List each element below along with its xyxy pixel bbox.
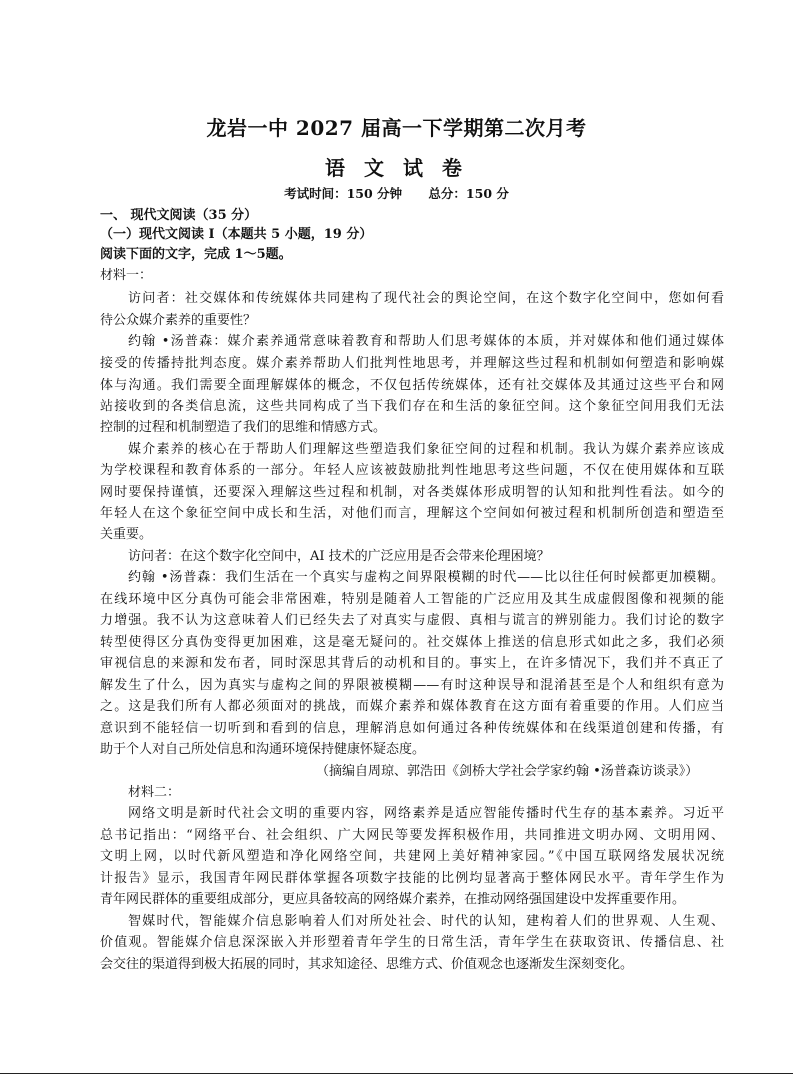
paragraph-line: 控制的过程和机制塑造了我们的思维和情感方式。 [100, 420, 387, 435]
paragraph-line: 年轻人在这个象征空间中成长和生活，对他们而言，理解这个空间如何被过程和机制所创造和塑造至 [100, 506, 724, 521]
exam-title: 龙岩一中 2027 届高一下学期第二次月考 [206, 116, 587, 140]
paragraph-line: 约翰 •汤普森：我们生活在一个真实与虚构之间界限模糊的时代——比以往任何时候都更加模糊。 [128, 570, 724, 585]
paragraph-line: 总书记指出：“网络平台、社会组织、广大网民等要发挥积极作用，共同推进文明办网、文明用网、 [100, 828, 724, 843]
source-citation: （摘编自周琼、郭浩田《剑桥大学社会学家约翰 •汤普森访谈录》） [316, 764, 699, 779]
paragraph-line: 体与沟通。我们需要全面理解媒体的概念，不仅包括传统媒体，还有社交媒体及其通过这些平台和网 [100, 378, 724, 393]
reading-instruction: 阅读下面的文字，完成 1～5题。 [100, 247, 292, 262]
page-bottom-rule [0, 1073, 793, 1074]
paragraph-line: 媒介素养的核心在于帮助人们理解这些塑造我们象征空间的过程和机制。我认为媒介素养应该成 [128, 442, 724, 457]
paragraph-line: 约翰 •汤普森：媒介素养通常意味着教育和帮助人们思考媒体的本质，并对媒体和他们通过媒体 [128, 334, 724, 349]
paragraph-line: 转型使得区分真伪变得更加困难，这是毫无疑问的。社交媒体上推送的信息形式如此之多，我们必须 [100, 635, 724, 650]
paragraph-line: 站接收到的各类信息流，这些共同构成了当下我们存在和生活的象征空间。这个象征空间用我们无法 [100, 399, 724, 414]
paragraph-line: 价值观。智能媒介信息深深嵌入并形塑着青年学生的日常生活，青年学生在获取资讯、传播信息、社 [100, 935, 724, 950]
paragraph-line: 网时要保持谨慎，还要深入理解这些过程和机制，对各类媒体形成明智的认知和批判性看法。如今的 [100, 485, 724, 500]
paragraph-line: 助于个人对自己所处信息和沟通环境保持健康怀疑态度。 [100, 742, 426, 757]
paragraph-line: 会交往的渠道得到极大拓展的同时，其求知途径、思维方式、价值观念也逐渐发生深刻变化。 [100, 957, 634, 972]
paragraph-line: 接受的传播持批判态度。媒介素养帮助人们批判性地思考，并理解这些过程和机制如何塑造和影响媒 [100, 356, 724, 371]
paragraph-line: 解发生了什么，因为真实与虚构之间的界限被模糊——有时这种误导和混淆甚至是个人和组织有意为 [100, 678, 724, 693]
material-1-label: 材料一： [100, 268, 153, 283]
paragraph-line: 青年网民群体的重要组成部分，更应具备较高的网络媒介素养，在推动网络强国建设中发挥重要作用。 [100, 892, 686, 907]
paragraph-line: 力增强。我不认为这意味着人们已经失去了对真实与虚假、真相与谎言的辨别能力。我们讨论的数字 [100, 613, 724, 628]
paragraph-line: 访问者：在这个数字化空间中，AI 技术的广泛应用是否会带来伦理困境？ [128, 549, 550, 564]
paragraph-line: 之。这是我们所有人都必须面对的挑战，而媒介素养和媒体教育在这方面有着重要的作用。人们应当 [100, 699, 724, 714]
paragraph-line: 文明上网，以时代新风塑造和净化网络空间，共建网上美好精神家园。”《中国互联网络发展状况统 [100, 849, 724, 864]
section-heading: 一、 现代文阅读（35 分） [100, 208, 258, 223]
exam-meta [0, 184, 793, 202]
section-subheading: （一）现代文阅读 I（本题共 5 小题，19 分） [100, 227, 373, 242]
paragraph-line: 待公众媒介素养的重要性？ [100, 313, 257, 328]
exam-time: 考试时间：150 分钟 [284, 186, 403, 201]
paragraph-line: 智媒时代，智能媒介信息影响着人们对所处社会、时代的认知，建构着人们的世界观、人生观、 [128, 914, 724, 929]
paragraph-line: 关重要。 [100, 527, 153, 542]
paragraph-line: 访问者：社交媒体和传统媒体共同建构了现代社会的舆论空间，在这个数字化空间中，您如何看 [128, 291, 724, 306]
paragraph-line: 在线环境中区分真伪可能会非常困难，特别是随着人工智能的广泛应用及其生成虚假图像和视频的能 [100, 592, 724, 607]
paragraph-line: 意识到不能轻信一切听到和看到的信息，理解消息如何通过各种传统媒体和在线渠道创建和传播，有 [100, 721, 724, 736]
exam-subtitle: 语 文 试 卷 [325, 156, 468, 180]
total-score: 总分：150 分 [428, 186, 509, 201]
paragraph-line: 网络文明是新时代社会文明的重要内容，网络素养是适应智能传播时代生存的基本素养。习近平 [128, 806, 724, 821]
paragraph-line: 审视信息的来源和发布者，同时深思其背后的动机和目的。事实上，在许多情况下，我们并不真正了 [100, 656, 724, 671]
material-2-label: 材料二： [128, 785, 181, 800]
paragraph-line: 计报告》显示，我国青年网民群体掌握各项数字技能的比例均显著高于整体网民水平。青年学生作为 [100, 871, 724, 886]
paragraph-line: 为学校课程和教育体系的一部分。年轻人应该被鼓励批判性地思考这些问题，不仅在使用媒体和互联 [100, 463, 724, 478]
